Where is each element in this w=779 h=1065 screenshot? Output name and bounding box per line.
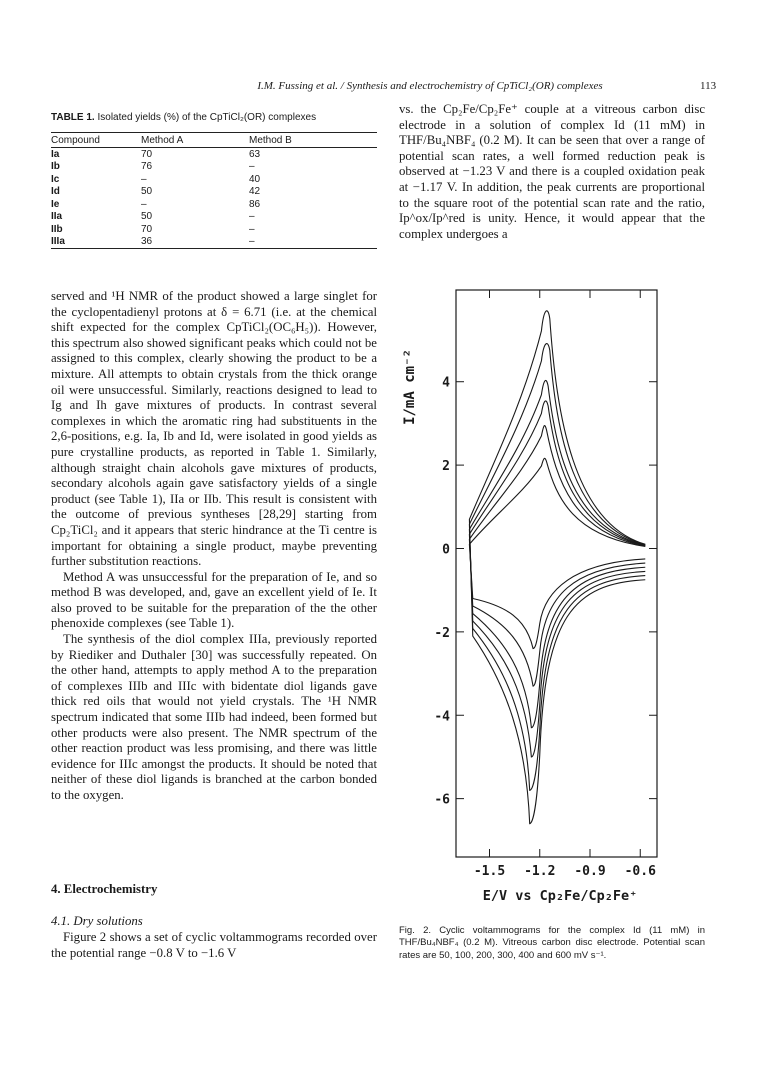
- yields-table: [51, 132, 377, 249]
- x-tick-label: -1.2: [524, 864, 556, 879]
- method-a-cell: 36: [141, 236, 153, 248]
- axis-tick-labels: [434, 376, 656, 879]
- method-b-cell: –: [249, 161, 255, 173]
- body-paragraph-2: Method A was unsuccessful for the preparation of Ie, and so method B was developed, and, gave an excellent yield of Ie. It also proved to be suitable for the preparation of the the other phenoxide complexes (see Table 1).: [51, 569, 377, 631]
- cv-curve-100: [469, 426, 645, 687]
- table-row: [51, 148, 377, 161]
- table-caption: [51, 112, 316, 123]
- section-heading-electrochemistry: 4. Electrochemistry: [51, 882, 158, 896]
- table-row: [51, 198, 377, 211]
- cv-curve-600: [469, 311, 645, 824]
- method-b-cell: 86: [249, 198, 261, 210]
- method-b-cell: 63: [249, 148, 261, 160]
- running-head: I.M. Fussing et al. / Synthesis and electrochemistry of CpTiCl₂(OR) complexes: [257, 80, 603, 92]
- method-b-cell: 40: [249, 173, 261, 185]
- method-a-cell: 50: [141, 211, 153, 223]
- method-a-cell: –: [141, 198, 147, 210]
- cv-curve-400: [469, 344, 645, 791]
- method-b-cell: –: [249, 236, 255, 248]
- compound-cell: IIa: [51, 211, 63, 223]
- method-a-cell: 70: [141, 148, 153, 160]
- compound-cell: Id: [51, 186, 60, 198]
- left-column-bottom: [51, 930, 377, 961]
- col-header-method-a: Method A: [141, 134, 184, 146]
- y-tick-label: -2: [434, 625, 450, 641]
- compound-cell: Ib: [51, 161, 60, 173]
- table-row: [51, 173, 377, 186]
- cv-curve-300: [469, 380, 645, 756]
- method-a-cell: 70: [141, 223, 153, 235]
- cyclic-voltammogram-figure: [395, 282, 680, 917]
- figure-caption: Fig. 2. Cyclic voltammograms for the complex Id (11 mM) in THF/Bu₄NBF₄ (0.2 M). Vitreous carbon disc electrode. Potential scan rates are 50, 100, 200, 300, 400 and 600 mV s⁻¹.: [399, 925, 705, 961]
- left-column-body: [51, 289, 377, 804]
- col-header-compound: Compound: [51, 134, 100, 146]
- x-tick-label: -1.5: [473, 864, 506, 879]
- body-paragraph-3: The synthesis of the diol complex IIIa, previously reported by Riediker and Duthaler [30] was successfully repeated. On the other hand, attempts to apply method A to the preparation of complexes IIIb and IIIc with bidentate diol ligands gave thick red oils that would not yield crystals. The ¹H NMR spectrum indicated that some IIIb had indeed, been formed but other products were also present. The NMR spectrum of the other reaction product was less promising, and there was little evidence for IIIc amongst the products. It should be noted that neither of these diol ligands is branched at the carbon bonded to the oxygen.: [51, 632, 377, 802]
- body-paragraph-1: served and ¹H NMR of the product showed a large singlet for the cyclopentadienyl protons at δ = 6.71 (i.e. at the chemical shift expected for the complex CpTiCl₂(OC₆H₅)). However, this spectrum also showed significant peaks which could not be assigned to this complex, clearly showing the product to be a mixture. All attempts to obtain crystals from the thick orange oil were unsuccessful. Similarly, reactions designed to lead to Ig and Ih gave mixtures of products. In contrast several complexes in which the aromatic ring had substituents in the 2,6-positions, e.g. Ia, Ib and Id, were isolated in good yields as pure crystalline products, as reported in Table 1. Similarly, although straight chain alcohols gave mixtures of products, secondary alcohols again gave satisfactory yields of a single product (see Table 1), IIa or IIb. This result is consistent with the outcome of previous syntheses [28,29] starting from Cp₂TiCl₂ and it appears that steric hindrance at the Ti centre is important for obtaining a single product, maybe preventing further substitution reactions.: [51, 289, 377, 569]
- x-tick-label: -0.6: [624, 864, 656, 879]
- method-b-cell: –: [249, 211, 255, 223]
- method-a-cell: 50: [141, 186, 153, 198]
- body-paragraph-4: Figure 2 shows a set of cyclic voltammograms recorded over the potential range −0.8 V to −1.6 V: [51, 930, 377, 960]
- compound-cell: IIIa: [51, 236, 65, 248]
- y-tick-label: 0: [442, 542, 450, 558]
- page-number: 113: [700, 80, 717, 92]
- table-caption-label: TABLE 1.: [51, 112, 95, 123]
- table-header-row: [51, 133, 377, 148]
- table-caption-text: Isolated yields (%) of the CpTiCl₂(OR) complexes: [97, 112, 317, 123]
- cv-curve-200: [469, 401, 645, 728]
- method-b-cell: 42: [249, 186, 261, 198]
- compound-cell: Ia: [51, 148, 60, 160]
- subsection-heading-dry-solutions: 4.1. Dry solutions: [51, 914, 143, 928]
- x-axis-label: E/V vs Cp₂Fe/Cp₂Fe⁺: [482, 888, 638, 904]
- right-column-top-text: [399, 102, 705, 242]
- cv-curves: [469, 311, 645, 824]
- y-tick-label: 4: [442, 375, 450, 391]
- right-paragraph: vs. the Cp₂Fe/Cp₂Fe⁺ couple at a vitreous carbon disc electrode in a solution of complex Id (11 mM) in THF/Bu₄NBF₄ (0.2 M). It can be seen that over a range of potential scan rates, a well formed reduction peak is observed at −1.23 V and there is a coupled oxidation peak at −1.17 V. In addition, the peak currents are proportional to the square root of the potential scan rate and the ratio, Ip^ox/Ip^red is unity. Hence, it would appear that the complex undergoes a: [399, 102, 705, 241]
- table-row: [51, 223, 377, 236]
- y-tick-label: 2: [442, 459, 450, 475]
- y-tick-label: -4: [434, 709, 450, 725]
- method-b-cell: –: [249, 223, 255, 235]
- y-axis-label: I/mA cm⁻²: [402, 349, 418, 425]
- method-a-cell: 76: [141, 161, 153, 173]
- compound-cell: Ic: [51, 173, 60, 185]
- compound-cell: IIb: [51, 223, 63, 235]
- method-a-cell: –: [141, 173, 147, 185]
- col-header-method-b: Method B: [249, 134, 292, 146]
- table-row: [51, 211, 377, 224]
- table-row: [51, 161, 377, 174]
- table-row: [51, 186, 377, 199]
- y-tick-label: -6: [434, 792, 450, 808]
- compound-cell: Ie: [51, 198, 60, 210]
- x-tick-label: -0.9: [574, 864, 606, 879]
- table-row: [51, 236, 377, 249]
